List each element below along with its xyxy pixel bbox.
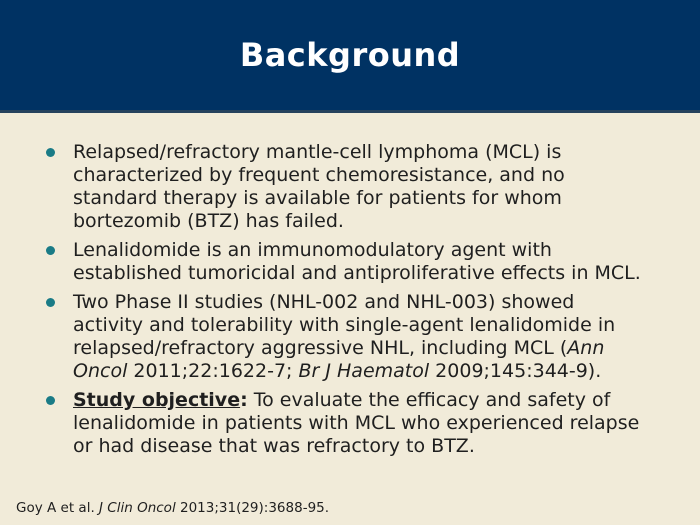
bullet-list <box>0 141 700 458</box>
bullet-text: bortezomib (BTZ) has failed. <box>73 210 344 232</box>
bullet-item-phase2-studies <box>0 291 700 383</box>
bullet-text: or had disease that was refractory to BTZ. <box>73 435 475 457</box>
bullet-text: Two Phase II studies (NHL-002 and NHL-003) showed <box>73 291 575 313</box>
slide-title: Background <box>239 36 461 74</box>
bullet-text: activity and tolerability with single-agent lenalidomide in <box>73 314 616 336</box>
citation-authors: Goy A et al. <box>16 500 100 516</box>
bullet-line <box>73 314 700 337</box>
bullet-line <box>73 337 700 360</box>
bullet-text: Relapsed/refractory mantle-cell lymphoma (MCL) is <box>73 141 562 163</box>
bullet-text: lenalidomide in patients with MCL who experienced relapse <box>73 412 640 434</box>
bullet-line <box>73 239 700 262</box>
bullet-icon <box>46 148 55 157</box>
bullet-line <box>73 291 700 314</box>
bullet-icon <box>46 298 55 307</box>
study-objective-colon: : <box>240 389 248 411</box>
bullet-icon <box>46 396 55 405</box>
bullet-text: standard therapy is available for patients for whom <box>73 187 562 209</box>
bullet-icon <box>46 246 55 255</box>
bullet-text: 2009;145:344-9). <box>429 360 602 382</box>
bullet-line <box>73 164 700 187</box>
study-objective-label: Study objective <box>73 389 241 411</box>
bullet-item-study-objective <box>0 389 700 458</box>
slide-body <box>0 113 700 464</box>
citation-journal: J Clin Oncol <box>99 500 176 516</box>
bullet-item-lenalidomide <box>0 239 700 285</box>
bullet-line <box>73 210 700 233</box>
bullet-line <box>73 389 700 412</box>
journal-name: Oncol <box>73 360 128 382</box>
bullet-text: established tumoricidal and antiproliferative effects in MCL. <box>73 262 641 284</box>
bullet-text: characterized by frequent chemoresistance, and no <box>73 164 565 186</box>
bullet-line <box>73 412 700 435</box>
citation-reference: 2013;31(29):3688-95. <box>175 500 330 516</box>
bullet-line <box>73 360 700 383</box>
bullet-text: 2011;22:1622-7; <box>127 360 299 382</box>
bullet-line <box>73 435 700 458</box>
title-bar <box>0 0 700 113</box>
bullet-text: Lenalidomide is an immunomodulatory agent with <box>73 239 552 261</box>
bullet-item-mcl-background <box>0 141 700 233</box>
journal-name: Br J Haematol <box>298 360 430 382</box>
bullet-line <box>73 141 700 164</box>
citation <box>16 500 329 517</box>
bullet-text: relapsed/refractory aggressive NHL, including MCL ( <box>73 337 568 359</box>
bullet-line <box>73 187 700 210</box>
bullet-text: To evaluate the efficacy and safety of <box>247 389 611 411</box>
journal-name: Ann <box>567 337 605 359</box>
bullet-line <box>73 262 700 285</box>
